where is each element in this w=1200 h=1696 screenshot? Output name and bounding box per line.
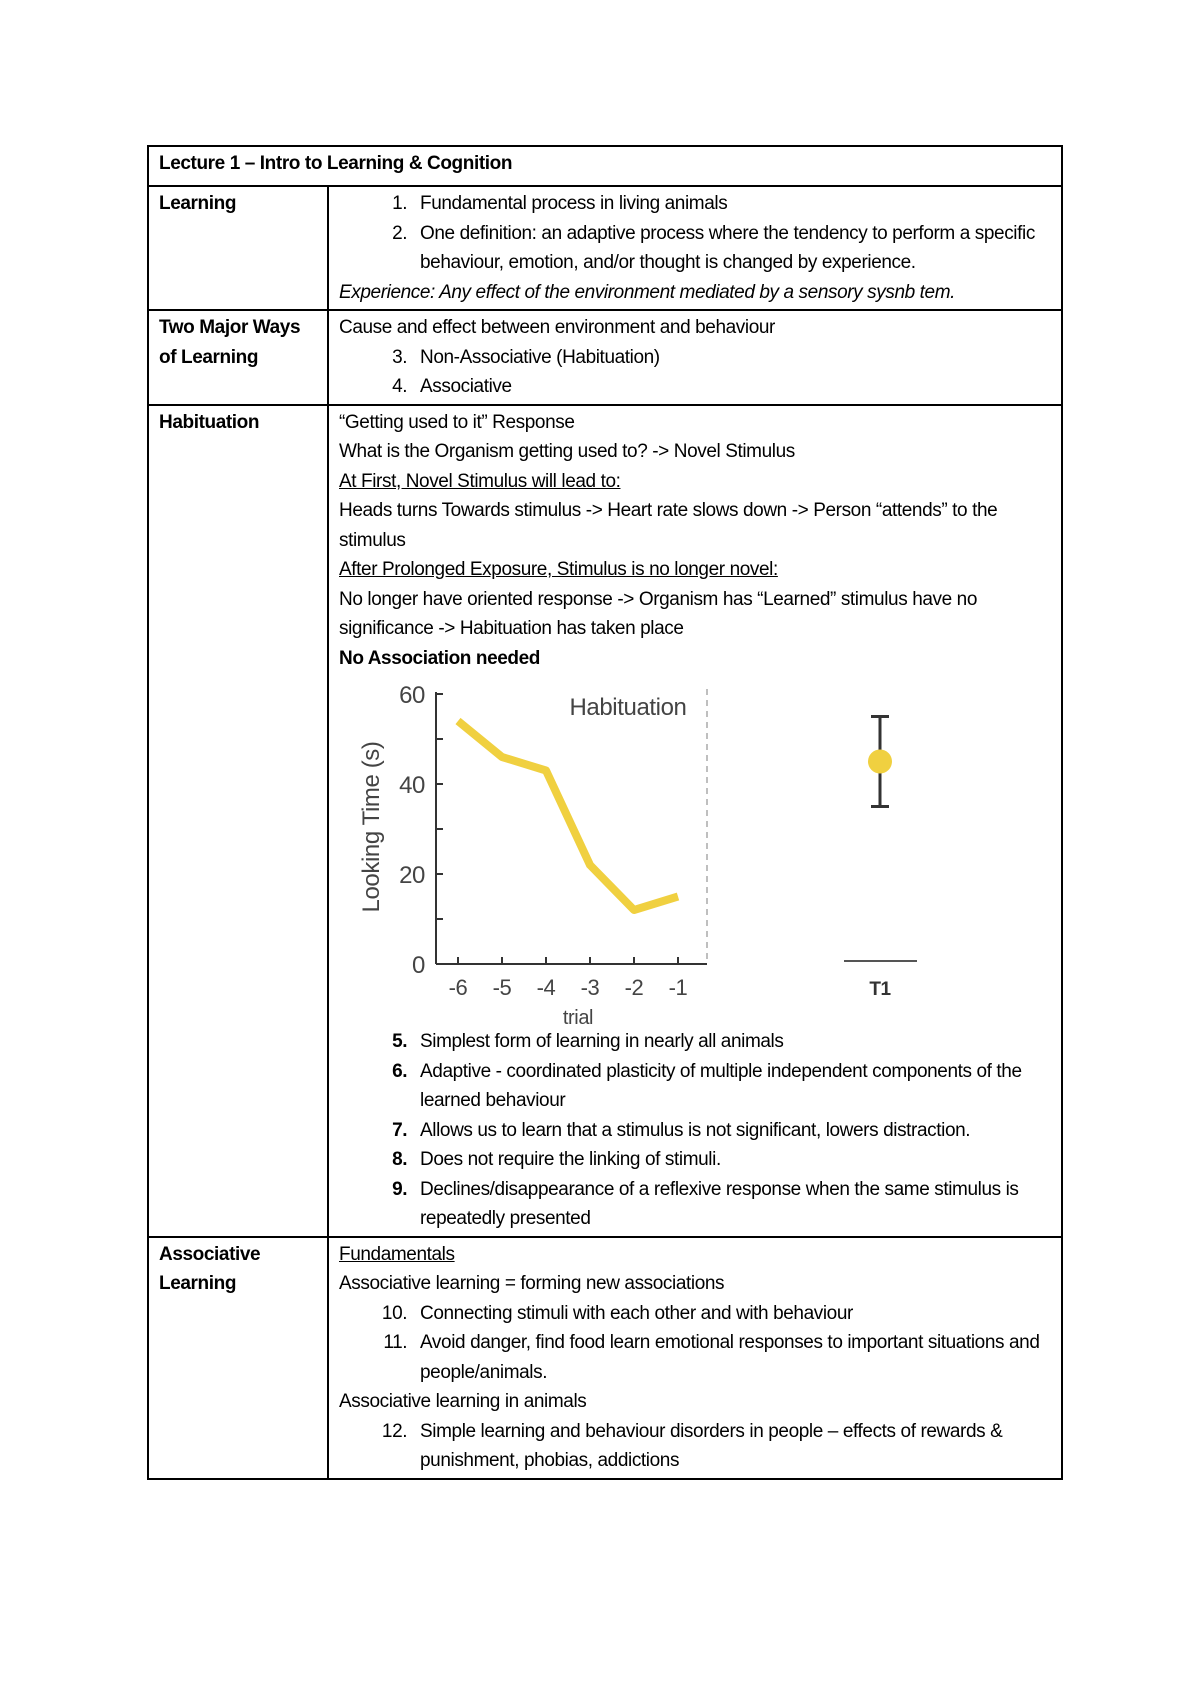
y-tick-label: 0	[412, 952, 425, 979]
bold-note: No Association needed	[339, 647, 540, 669]
x-tick-label: -3	[580, 975, 600, 1000]
paragraph: Heads turns Towards stimulus -> Heart rate slows down -> Person “attends” to the stimulus	[339, 500, 998, 551]
list-item: 7. Allows us to learn that a stimulus is not significant, lowers distraction.	[412, 1116, 1051, 1146]
y-tick-label: 40	[399, 772, 425, 799]
x-tick-label: -5	[492, 975, 512, 1000]
habituation-chart	[353, 677, 925, 1027]
x-tick-label: -4	[536, 975, 556, 1000]
x-tick-label: -6	[448, 975, 468, 1000]
list-item: 3. Non-Associative (Habituation)	[412, 343, 1051, 373]
row-associative	[148, 1237, 1062, 1479]
intro: Cause and effect between environment and behaviour	[339, 317, 775, 338]
text-line: “Getting used to it” Response	[339, 411, 575, 433]
x-tick-label: -2	[624, 975, 644, 1000]
row-label: Associative Learning	[148, 1237, 328, 1479]
list-item: 6. Adaptive - coordinated plasticity of multiple independent components of the learned behaviour	[412, 1057, 1051, 1116]
chart-title: Habituation	[569, 694, 687, 721]
row-label: Two Major Ways of Learning	[148, 310, 328, 405]
test-label: T1	[869, 979, 891, 1000]
subheading: After Prolonged Exposure, Stimulus is no longer novel:	[339, 559, 778, 580]
lecture-notes-table	[147, 145, 1063, 1480]
subheading: At First, Novel Stimulus will lead to:	[339, 470, 621, 492]
text-line: What is the Organism getting used to? -> Novel Stimulus	[339, 441, 795, 462]
x-axis-label: trial	[562, 1007, 594, 1027]
subheading: Fundamentals	[339, 1243, 455, 1265]
x-tick-label: -1	[668, 975, 688, 1000]
list-item: 9. Declines/disappearance of a reflexive response when the same stimulus is repeatedly presented	[412, 1175, 1051, 1234]
y-axis-label: Looking Time (s)	[358, 741, 385, 913]
table-title: Lecture 1 – Intro to Learning & Cognition	[148, 146, 1062, 186]
paragraph: No longer have oriented response -> Organism has “Learned” stimulus have no significance -> Habituation has taken place	[339, 588, 978, 639]
row-habituation	[148, 405, 1062, 1237]
row-two-major	[148, 310, 1062, 405]
list-item: 2. One definition: an adaptive process where the tendency to perform a specific behaviour, emotion, and/or thought is changed by experience.	[412, 219, 1051, 278]
list-item: 10. Connecting stimuli with each other and with behaviour	[412, 1299, 1051, 1329]
list-item: 12. Simple learning and behaviour disorders in people – effects of rewards & punishment, phobias, addictions	[412, 1417, 1051, 1476]
series-line	[458, 721, 678, 910]
paragraph: Associative learning in animals	[339, 1391, 587, 1412]
row-label: Habituation	[148, 405, 328, 1237]
y-tick-label: 60	[399, 682, 425, 709]
test-point	[868, 750, 892, 774]
note: Experience: Any effect of the environment mediated by a sensory sysnb tem.	[339, 281, 956, 303]
y-tick-label: 20	[399, 862, 425, 889]
list-item: 11. Avoid danger, find food learn emotional responses to important situations and people/animals.	[412, 1328, 1051, 1387]
list-item: 5. Simplest form of learning in nearly all animals	[412, 1027, 1051, 1057]
row-label: Learning	[148, 186, 328, 310]
list-item: 1. Fundamental process in living animals	[412, 189, 1051, 219]
list-item: 4. Associative	[412, 372, 1051, 402]
list-item: 8. Does not require the linking of stimuli.	[412, 1145, 1051, 1175]
paragraph: Associative learning = forming new associations	[339, 1273, 725, 1294]
row-learning	[148, 186, 1062, 310]
